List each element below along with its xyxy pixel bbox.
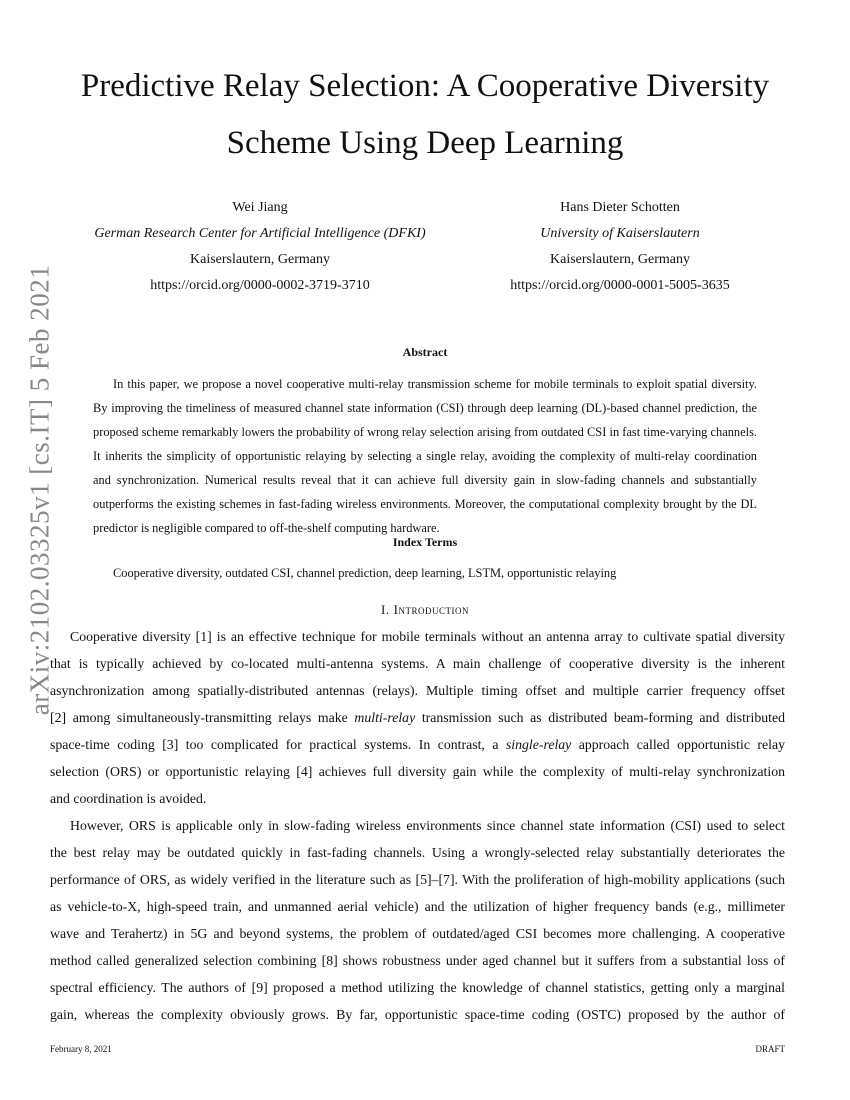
text-segment: outperforms the existing schemes in fast-fading wireless environments. Moreover, the computational complexity brought by the DL [93, 497, 757, 511]
text-line [50, 866, 785, 893]
text-segment: predictor is negligible compared to off-the-shelf computing hardware. [93, 521, 440, 535]
author-block [420, 195, 820, 299]
paragraph [50, 623, 785, 812]
text-line [50, 650, 785, 677]
text-segment: selection (ORS) or opportunistic relaying [4] achieves full diversity gain while the complexity of multi-relay synchronization [50, 764, 785, 779]
text-line [50, 839, 785, 866]
author-name: Hans Dieter Schotten [560, 200, 680, 215]
text-line [50, 677, 785, 704]
author-name: Wei Jiang [232, 200, 288, 215]
author-location: Kaiserslautern, Germany [550, 252, 690, 267]
text-segment: wave and Terahertz) in 5G and beyond systems, the problem of outdated/aged CSI becomes more challenging. A cooperative [50, 926, 785, 941]
abstract-body [93, 372, 757, 540]
text-segment: approach called opportunistic relay [571, 737, 785, 752]
text-segment: performance of ORS, as widely verified in the literature such as [5]–[7]. With the proliferation of high-mobility applications (such [50, 872, 785, 887]
footer-date: February 8, 2021 [50, 1044, 112, 1054]
text-segment: asynchronization among spatially-distributed antennas (relays). Multiple timing offset and multiple carrier frequency offset [50, 683, 785, 698]
text-line [93, 444, 757, 468]
text-line [50, 812, 785, 839]
text-segment: By improving the timeliness of measured channel state information (CSI) through deep learning (DL)-based channel prediction, the [93, 401, 757, 415]
text-line [93, 396, 757, 420]
title-line: Predictive Relay Selection: A Cooperative Diversity [80, 68, 770, 104]
text-segment: However, ORS is applicable only in slow-fading wireless environments since channel state information (CSI) used to select [70, 818, 785, 833]
text-line [93, 468, 757, 492]
text-segment: that is typically achieved by co-located multi-antenna systems. A main challenge of cooperative diversity is the inherent [50, 656, 785, 671]
author-location: Kaiserslautern, Germany [190, 252, 330, 267]
section-number: I. [381, 602, 390, 617]
text-segment: [2] among simultaneously-transmitting relays make [50, 710, 355, 725]
author-affiliation: University of Kaiserslautern [540, 226, 700, 241]
index-terms-text: Cooperative diversity, outdated CSI, channel prediction, deep learning, LSTM, opportunistic relaying [113, 566, 617, 580]
text-segment: Cooperative diversity [1] is an effective technique for mobile terminals without an antenna array to cultivate spatial diversity [70, 629, 785, 644]
text-segment: In this paper, we propose a novel cooperative multi-relay transmission scheme for mobile terminals to exploit spatial diversity. [113, 377, 757, 391]
section-heading [0, 601, 850, 619]
text-line [93, 420, 757, 444]
paragraph [50, 812, 785, 1028]
author-orcid: https://orcid.org/0000-0001-5005-3635 [510, 278, 730, 293]
text-segment: method called generalized selection combining [8] shows robustness under aged channel but it suffers from a substantial loss of [50, 953, 785, 968]
author-block [60, 195, 460, 299]
text-line [50, 947, 785, 974]
paper-title [0, 58, 850, 172]
text-segment: It inherits the simplicity of opportunistic relaying by selecting a single relay, avoiding the complexity of multi-relay coordination [93, 449, 757, 463]
text-line [50, 1001, 785, 1028]
text-segment: as vehicle-to-X, high-speed train, and unmanned aerial vehicle) and the utilization of higher frequency bands (e.g., millimeter [50, 899, 785, 914]
section-title: Introduction [393, 602, 469, 617]
abstract-heading: Abstract [402, 345, 448, 359]
text-segment: proposed scheme remarkably lowers the probability of wrong relay selection arising from outdated CSI in fast time-varying channels. [93, 425, 757, 439]
text-line [93, 372, 757, 396]
author-affiliation: German Research Center for Artificial Intelligence (DFKI) [94, 226, 426, 241]
emphasis-text: multi-relay [354, 710, 416, 725]
text-segment: gain, whereas the complexity obviously grows. By far, opportunistic space-time coding (OSTC) proposed by the author of [50, 1007, 785, 1022]
text-line [50, 785, 785, 812]
text-line [50, 623, 785, 650]
text-segment: spectral efficiency. The authors of [9] proposed a method utilizing the knowledge of channel statistics, getting only a marginal [50, 980, 785, 995]
title-line: Scheme Using Deep Learning [226, 125, 624, 161]
text-line [50, 758, 785, 785]
author-orcid: https://orcid.org/0000-0002-3719-3710 [150, 278, 370, 293]
text-segment: and coordination is avoided. [50, 791, 207, 806]
text-segment: space-time coding [3] too complicated for practical systems. In contrast, a [50, 737, 506, 752]
text-line [50, 731, 785, 758]
footer-status: DRAFT [755, 1044, 785, 1054]
text-segment: and synchronization. Numerical results reveal that it can achieve full diversity gain in slow-fading channels and substantially [93, 473, 757, 487]
text-line [50, 920, 785, 947]
arxiv-stamp: arXiv:2102.03325v1 [cs.IT] 5 Feb 2021 [24, 264, 55, 716]
text-line [93, 492, 757, 516]
index-terms-heading: Index Terms [392, 535, 458, 549]
emphasis-text: single-relay [505, 737, 572, 752]
text-line [50, 893, 785, 920]
text-line [50, 974, 785, 1001]
text-line [50, 704, 785, 731]
text-segment: the best relay may be outdated quickly in fast-fading channels. Using a wrongly-selected relay substantially deteriorates the [50, 845, 785, 860]
text-segment: transmission such as distributed beam-forming and distributed [415, 710, 785, 725]
